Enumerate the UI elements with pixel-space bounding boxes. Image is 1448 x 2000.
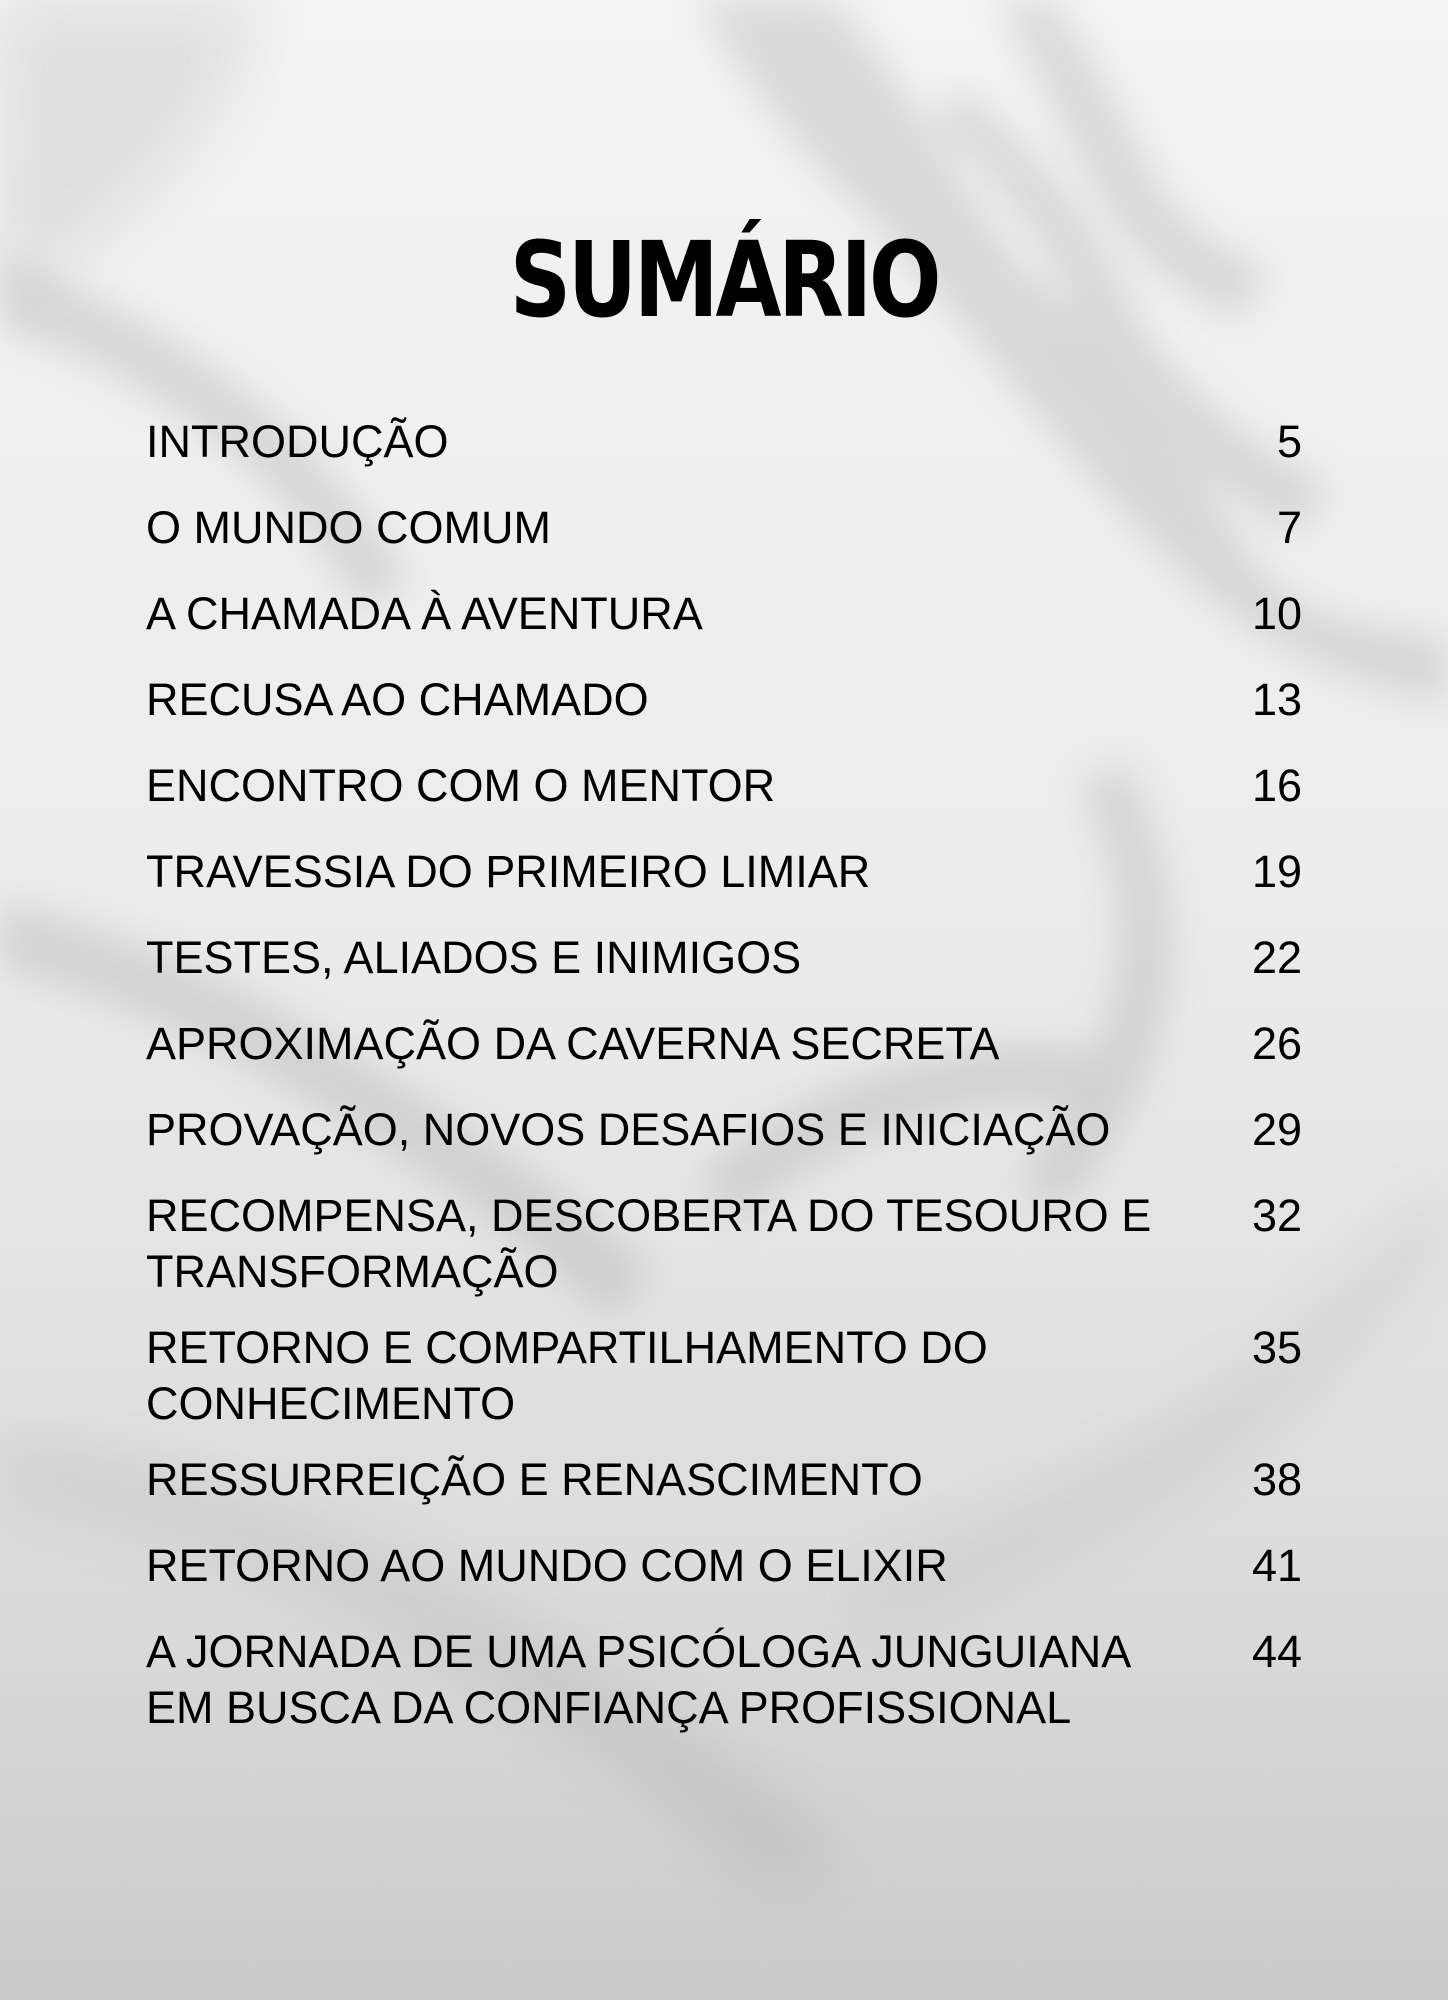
toc-row (146, 1016, 1302, 1072)
toc-item-title: TRAVESSIA DO PRIMEIRO LIMIAR (146, 846, 871, 897)
toc-item-title: PROVAÇÃO, NOVOS DESAFIOS E INICIAÇÃO (146, 1104, 1111, 1155)
toc-page-number: 22 (1251, 932, 1302, 983)
toc-page-number: 41 (1251, 1540, 1302, 1591)
toc-row (146, 758, 1302, 814)
toc-row (146, 930, 1302, 986)
toc-item-title: INTRODUÇÃO (146, 416, 449, 467)
toc-row (146, 1102, 1302, 1158)
toc-row (146, 1624, 1302, 1736)
toc-page-number: 19 (1251, 846, 1302, 897)
toc-item-title: RETORNO E COMPARTILHAMENTO DO CONHECIMENTO (146, 1322, 988, 1429)
toc-page-number: 10 (1251, 588, 1302, 639)
toc-row (146, 1538, 1302, 1594)
toc-item-title: TESTES, ALIADOS E INIMIGOS (146, 932, 802, 983)
toc-page-number: 26 (1251, 1018, 1302, 1069)
toc-row (146, 414, 1302, 470)
toc-item-title: RECUSA AO CHAMADO (146, 674, 649, 725)
toc-page-number: 32 (1251, 1190, 1302, 1241)
toc-page-number: 38 (1251, 1454, 1302, 1505)
toc-row (146, 586, 1302, 642)
toc-page-number: 44 (1251, 1626, 1302, 1677)
toc-item-title: A CHAMADA À AVENTURA (146, 588, 703, 639)
toc-row (146, 672, 1302, 728)
toc-page-number: 5 (1276, 416, 1302, 467)
page-title: SUMÁRIO (509, 219, 939, 341)
toc-page-number: 13 (1251, 674, 1302, 725)
toc-item-title: APROXIMAÇÃO DA CAVERNA SECRETA (146, 1018, 1000, 1069)
toc-page-number: 29 (1251, 1104, 1302, 1155)
toc-item-title: RECOMPENSA, DESCOBERTA DO TESOURO E TRANSFORMAÇÃO (146, 1190, 1152, 1297)
toc-item-title: A JORNADA DE UMA PSICÓLOGA JUNGUIANA EM BUSCA DA CONFIANÇA PROFISSIONAL (146, 1626, 1129, 1733)
toc-row (146, 500, 1302, 556)
toc-page-number: 16 (1251, 760, 1302, 811)
toc-item-title: RETORNO AO MUNDO COM O ELIXIR (146, 1540, 948, 1591)
toc-row (146, 1320, 1302, 1432)
toc-row (146, 1452, 1302, 1508)
toc-item-title: RESSURREIÇÃO E RENASCIMENTO (146, 1454, 923, 1505)
toc-list (146, 414, 1302, 1766)
toc-item-title: O MUNDO COMUM (146, 502, 551, 553)
toc-page-number: 35 (1251, 1322, 1302, 1373)
toc-row (146, 1188, 1302, 1300)
toc-row (146, 844, 1302, 900)
toc-item-title: ENCONTRO COM O MENTOR (146, 760, 776, 811)
toc-page-number: 7 (1276, 502, 1302, 553)
